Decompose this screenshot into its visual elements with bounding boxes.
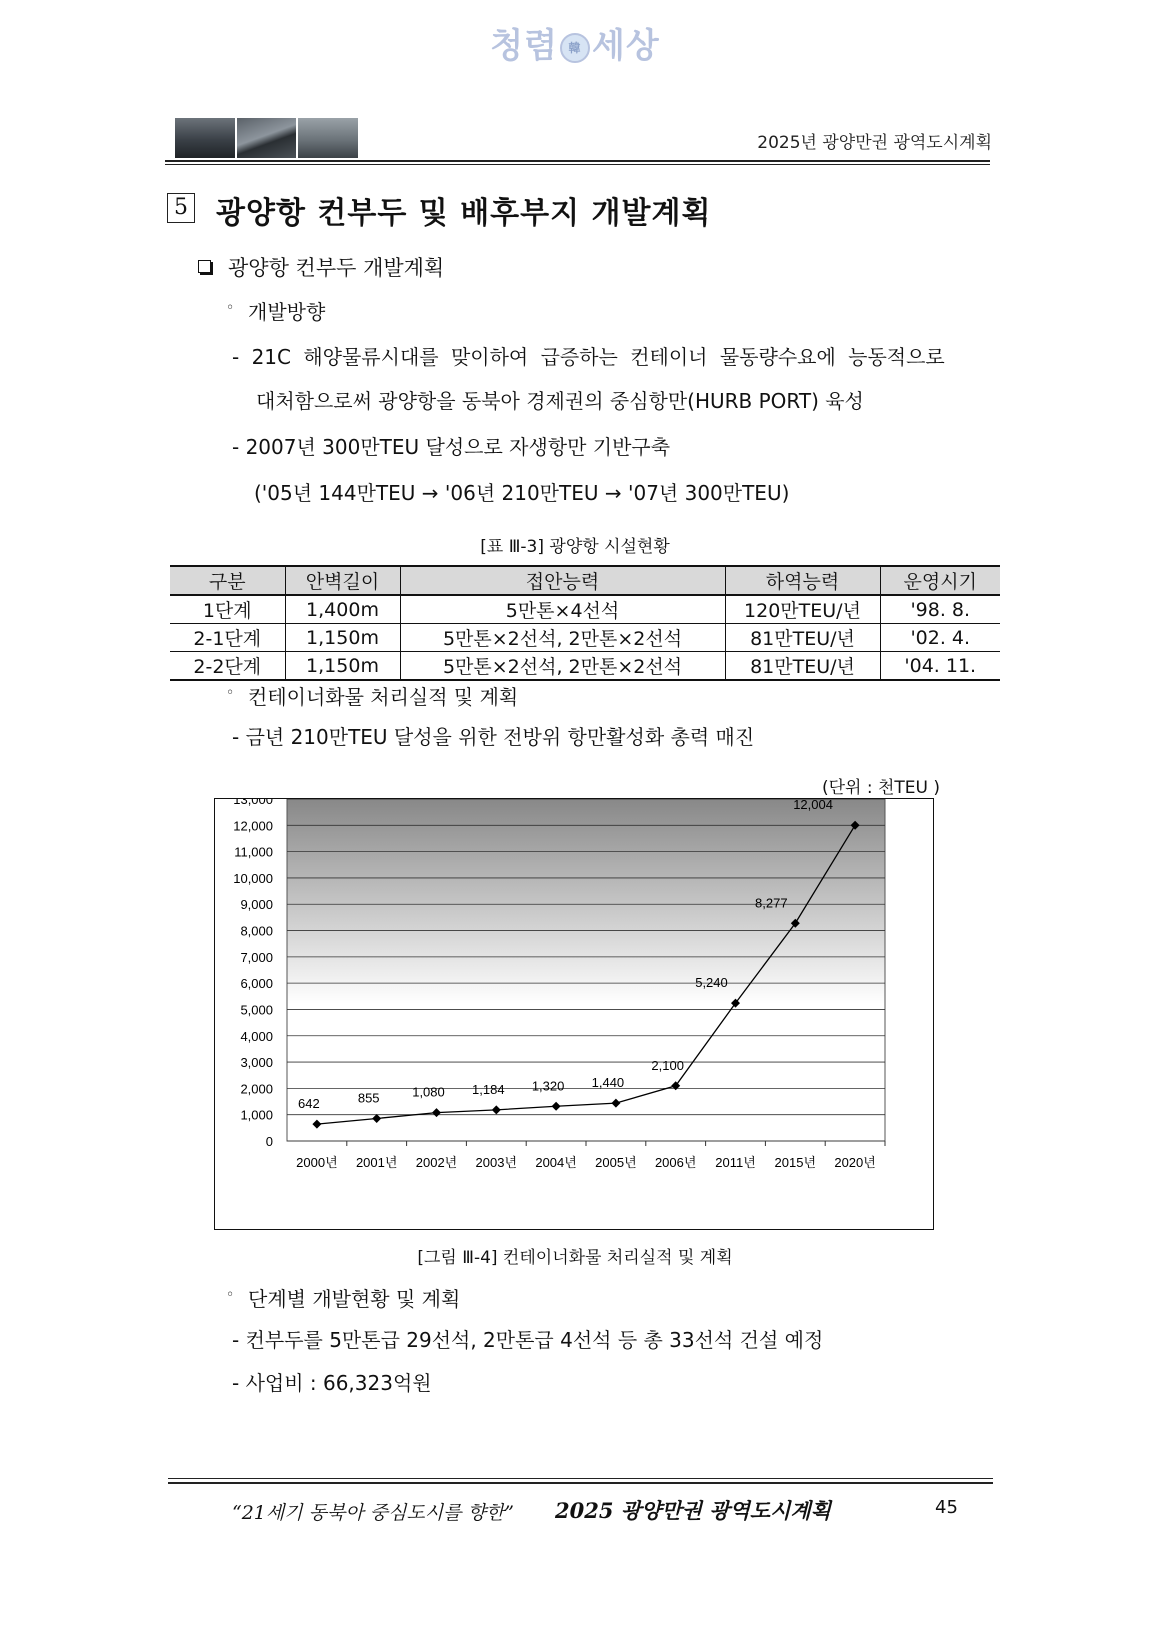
table-cell: 120만TEU/년	[725, 595, 880, 624]
header-title: 2025년 광양만권 광역도시계획	[757, 133, 992, 153]
data-label: 8,277	[755, 895, 788, 911]
section-number: 5	[167, 193, 195, 223]
x-tick-label: 2015년	[774, 1155, 817, 1170]
logo-text-left: 청렴	[490, 26, 558, 66]
table-cell: 2-2단계	[170, 652, 285, 681]
subsection-title: 광양항 컨부두 개발계획	[228, 256, 445, 280]
chart-frame	[214, 798, 934, 1230]
y-tick-label: 8,000	[240, 923, 273, 939]
table-cell: 1단계	[170, 595, 285, 624]
table-cell: 5만톤×4선석	[400, 595, 725, 624]
y-tick-label: 0	[265, 1134, 273, 1149]
text-line: - 사업비 : 66,323억원	[232, 1371, 432, 1395]
table-row	[170, 624, 1000, 652]
heading-stage-plan: 단계별 개발현황 및 계획	[248, 1287, 461, 1311]
data-label: 12,004	[793, 799, 833, 813]
table-cell: '04. 11.	[880, 652, 1000, 681]
page-number: 45	[935, 1497, 958, 1518]
header-photo-strip	[175, 118, 360, 158]
y-tick-label: 9,000	[240, 897, 273, 913]
x-tick-label: 2001년	[355, 1155, 398, 1170]
table-cell: 81만TEU/년	[725, 652, 880, 681]
y-tick-label: 11,000	[234, 844, 273, 860]
footer-plan-title: 2025 광양만권 광역도시계획	[555, 1498, 831, 1523]
table-header-cell: 하역능력	[725, 566, 880, 595]
y-tick-label: 4,000	[240, 1028, 273, 1044]
bullet-icon: ◦	[226, 685, 235, 701]
y-tick-label: 13,000	[233, 799, 273, 807]
y-tick-label: 12,000	[233, 818, 273, 834]
y-tick-label: 5,000	[240, 1002, 273, 1018]
table-row	[170, 595, 1000, 624]
footer-rule	[168, 1482, 993, 1484]
data-label: 1,184	[472, 1081, 505, 1097]
header-photo-1	[175, 118, 237, 158]
data-label: 2,100	[651, 1057, 684, 1073]
logo-text-right: 세상	[592, 26, 660, 66]
y-tick-label: 1,000	[240, 1107, 273, 1123]
text-line: ('05년 144만TEU → '06년 210만TEU → '07년 300만TEU)	[254, 481, 790, 505]
table-cell: 1,400m	[285, 595, 400, 624]
table-cell: 2-1단계	[170, 624, 285, 652]
x-tick-label: 2005년	[595, 1155, 637, 1170]
x-tick-label: 2002년	[415, 1155, 458, 1170]
header-rule-thin	[165, 164, 990, 165]
text-line: - 금년 210만TEU 달성을 위한 전방위 항만활성화 총력 매진	[232, 725, 755, 749]
table-cell: 81만TEU/년	[725, 624, 880, 652]
data-label: 642	[298, 1096, 320, 1112]
logo-seal-icon: 韓	[560, 33, 590, 63]
top-logo	[0, 18, 1150, 67]
x-tick-label: 2003년	[475, 1155, 518, 1170]
y-tick-label: 10,000	[233, 870, 273, 886]
table-cell: 1,150m	[285, 652, 400, 681]
text-line: - 2007년 300만TEU 달성으로 자생항만 기반구축	[232, 435, 671, 459]
heading-direction: 개발방향	[248, 300, 326, 324]
bullet-icon: ◦	[226, 300, 235, 316]
container-throughput-chart	[215, 799, 933, 1229]
section-title: 광양항 컨부두 및 배후부지 개발계획	[216, 196, 712, 231]
table-caption: [표 Ⅲ-3] 광양항 시설현황	[480, 537, 670, 557]
table-cell: 5만톤×2선석, 2만톤×2선석	[400, 652, 725, 681]
header-photo-3	[298, 118, 360, 158]
data-label: 1,080	[412, 1084, 445, 1100]
figure-caption: [그림 Ⅲ-4] 컨테이너화물 처리실적 및 계획	[417, 1248, 733, 1268]
unit-label: (단위 : 천TEU )	[821, 778, 940, 798]
table-row	[170, 652, 1000, 681]
y-tick-label: 3,000	[240, 1055, 273, 1071]
y-tick-label: 7,000	[240, 949, 273, 965]
text-line: 대처함으로써 광양항을 동북아 경제권의 중심항만(HURB PORT) 육성	[256, 389, 864, 413]
data-label: 1,440	[591, 1075, 625, 1091]
table-cell: 1,150m	[285, 624, 400, 652]
table-header-cell: 운영시기	[880, 566, 1000, 595]
header-rule	[165, 160, 990, 162]
text-line: - 21C 해양물류시대를 맞이하여 급증하는 컨테이너 물동량수요에 능동적으로	[232, 345, 945, 369]
y-tick-label: 6,000	[240, 976, 273, 992]
facility-table	[170, 565, 1000, 681]
square-bullet-icon	[198, 260, 211, 273]
table-header-row	[170, 566, 1000, 595]
table-header-cell: 안벽길이	[285, 566, 400, 595]
table-cell: 5만톤×2선석, 2만톤×2선석	[400, 624, 725, 652]
data-label: 5,240	[695, 975, 728, 991]
x-tick-label: 2011년	[715, 1155, 756, 1170]
x-tick-label: 2006년	[654, 1155, 697, 1170]
footer-rule-thin	[168, 1478, 993, 1479]
y-tick-label: 2,000	[240, 1081, 273, 1097]
table-cell: '02. 4.	[880, 624, 1000, 652]
footer-quote: “21세기 동북아 중심도시를 향한”	[232, 1502, 514, 1524]
x-tick-label: 2004년	[535, 1155, 577, 1170]
header-photo-2	[237, 118, 299, 158]
bullet-icon: ◦	[226, 1287, 235, 1303]
heading-throughput: 컨테이너화물 처리실적 및 계획	[248, 685, 519, 709]
data-label: 1,320	[531, 1078, 565, 1094]
x-tick-label: 2020년	[834, 1155, 876, 1170]
table-header-cell: 구분	[170, 566, 285, 595]
table-cell: '98. 8.	[880, 595, 1000, 624]
table-header-cell: 접안능력	[400, 566, 725, 595]
x-tick-label: 2000년	[296, 1155, 338, 1170]
text-line: - 컨부두를 5만톤급 29선석, 2만톤급 4선석 등 총 33선석 건설 예정	[232, 1328, 824, 1352]
data-label: 855	[357, 1090, 380, 1106]
